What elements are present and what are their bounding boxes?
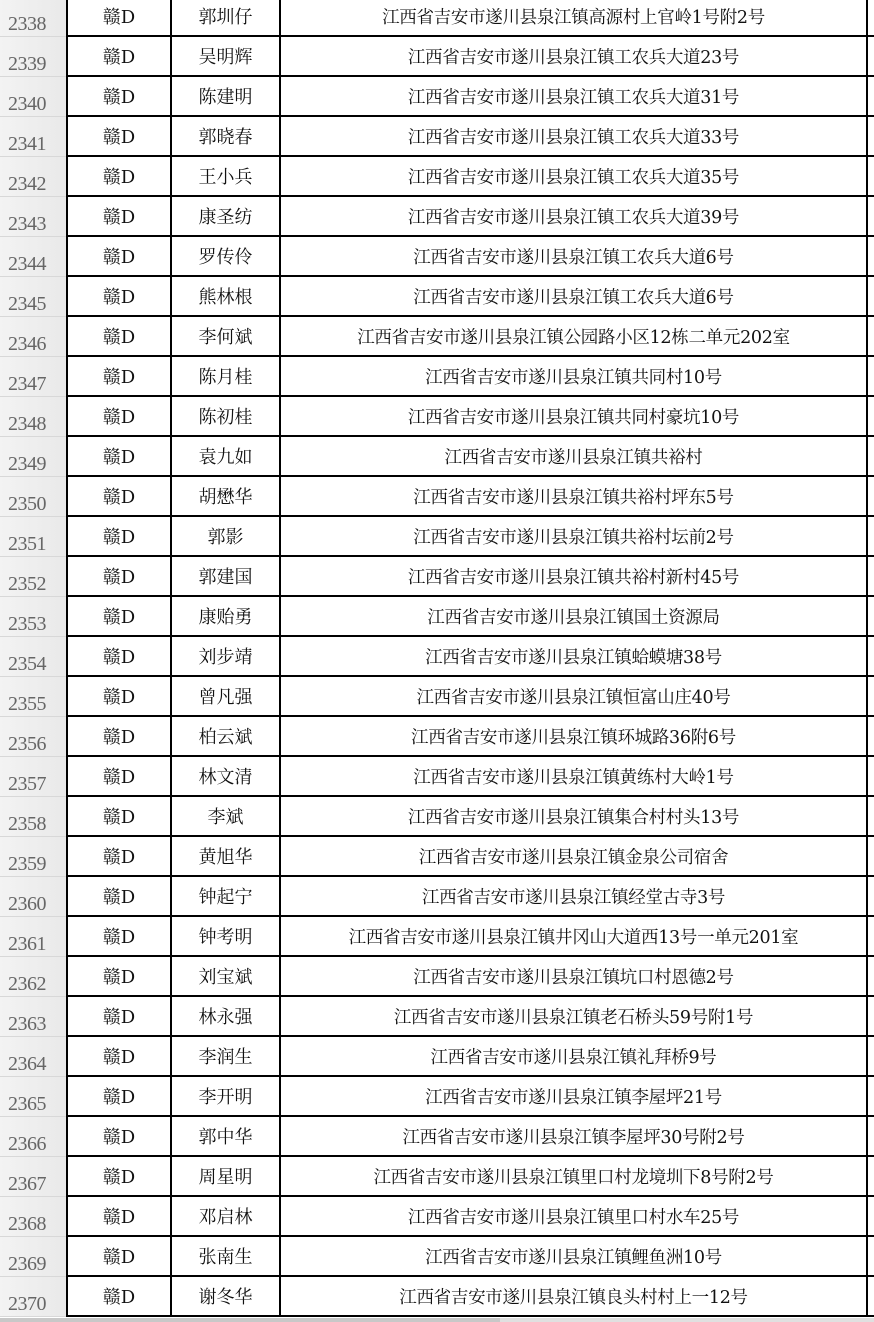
table-row xyxy=(0,477,874,517)
plate-prefix-cell[interactable]: 赣D xyxy=(66,0,172,37)
row-number-header[interactable]: 2366 xyxy=(0,1117,66,1157)
row-number-header[interactable]: 2347 xyxy=(0,357,66,397)
next-column-cell[interactable] xyxy=(868,0,874,37)
row-number-header[interactable]: 2354 xyxy=(0,637,66,677)
next-column-cell[interactable] xyxy=(868,1077,874,1117)
next-column-cell[interactable] xyxy=(868,237,874,277)
address-cell[interactable]: 江西省吉安市遂川县泉江镇工农兵大道39号 xyxy=(281,197,868,237)
name-cell[interactable]: 李斌 xyxy=(172,797,281,837)
scrollbar-thumb[interactable] xyxy=(0,1318,500,1322)
name-cell[interactable]: 袁九如 xyxy=(172,437,281,477)
address-cell[interactable]: 江西省吉安市遂川县泉江镇良头村村上一12号 xyxy=(281,1277,868,1317)
row-number-header[interactable]: 2356 xyxy=(0,717,66,757)
plate-prefix-cell[interactable]: 赣D xyxy=(66,1077,172,1117)
next-column-cell[interactable] xyxy=(868,77,874,117)
plate-prefix-cell[interactable]: 赣D xyxy=(66,357,172,397)
plate-prefix-cell[interactable]: 赣D xyxy=(66,37,172,77)
row-number-header[interactable]: 2350 xyxy=(0,477,66,517)
row-number-header[interactable]: 2364 xyxy=(0,1037,66,1077)
row-number-header[interactable]: 2341 xyxy=(0,117,66,157)
address-cell[interactable]: 江西省吉安市遂川县泉江镇鲤鱼洲10号 xyxy=(281,1237,868,1277)
table-row xyxy=(0,677,874,717)
name-cell[interactable]: 郭建国 xyxy=(172,557,281,597)
plate-prefix-cell[interactable]: 赣D xyxy=(66,277,172,317)
table-row xyxy=(0,437,874,477)
address-cell[interactable]: 江西省吉安市遂川县泉江镇工农兵大道31号 xyxy=(281,77,868,117)
address-cell[interactable]: 江西省吉安市遂川县泉江镇工农兵大道6号 xyxy=(281,277,868,317)
address-cell[interactable]: 江西省吉安市遂川县泉江镇工农兵大道33号 xyxy=(281,117,868,157)
plate-prefix-cell[interactable]: 赣D xyxy=(66,77,172,117)
address-cell[interactable]: 江西省吉安市遂川县泉江镇共裕村坪东5号 xyxy=(281,477,868,517)
address-cell[interactable]: 江西省吉安市遂川县泉江镇高源村上官岭1号附2号 xyxy=(281,0,868,37)
name-cell[interactable]: 郭中华 xyxy=(172,1117,281,1157)
table-row xyxy=(0,357,874,397)
row-number-header[interactable]: 2355 xyxy=(0,677,66,717)
plate-prefix-cell[interactable]: 赣D xyxy=(66,517,172,557)
plate-prefix-cell[interactable]: 赣D xyxy=(66,1037,172,1077)
table-row xyxy=(0,637,874,677)
address-cell[interactable]: 江西省吉安市遂川县泉江镇公园路小区12栋二单元202室 xyxy=(281,317,868,357)
address-cell[interactable]: 江西省吉安市遂川县泉江镇李屋坪30号附2号 xyxy=(281,1117,868,1157)
name-cell[interactable]: 李润生 xyxy=(172,1037,281,1077)
next-column-cell[interactable] xyxy=(868,797,874,837)
address-cell[interactable]: 江西省吉安市遂川县泉江镇里口村水车25号 xyxy=(281,1197,868,1237)
table-row xyxy=(0,117,874,157)
name-cell[interactable]: 陈月桂 xyxy=(172,357,281,397)
horizontal-scrollbar[interactable] xyxy=(0,1318,874,1322)
address-cell[interactable]: 江西省吉安市遂川县泉江镇井冈山大道西13号一单元201室 xyxy=(281,917,868,957)
address-cell[interactable]: 江西省吉安市遂川县泉江镇共裕村坛前2号 xyxy=(281,517,868,557)
address-cell[interactable]: 江西省吉安市遂川县泉江镇黄练村大岭1号 xyxy=(281,757,868,797)
name-cell[interactable]: 郭晓春 xyxy=(172,117,281,157)
row-number-header[interactable]: 2345 xyxy=(0,277,66,317)
next-column-cell[interactable] xyxy=(868,437,874,477)
name-cell[interactable]: 林永强 xyxy=(172,997,281,1037)
next-column-cell[interactable] xyxy=(868,637,874,677)
name-cell[interactable]: 王小兵 xyxy=(172,157,281,197)
next-column-cell[interactable] xyxy=(868,317,874,357)
name-cell[interactable]: 柏云斌 xyxy=(172,717,281,757)
plate-prefix-cell[interactable]: 赣D xyxy=(66,197,172,237)
address-cell[interactable]: 江西省吉安市遂川县泉江镇里口村龙境圳下8号附2号 xyxy=(281,1157,868,1197)
name-cell[interactable]: 周星明 xyxy=(172,1157,281,1197)
plate-prefix-cell[interactable]: 赣D xyxy=(66,437,172,477)
plate-prefix-cell[interactable]: 赣D xyxy=(66,1117,172,1157)
row-number-header[interactable]: 2362 xyxy=(0,957,66,997)
row-number-header[interactable]: 2363 xyxy=(0,997,66,1037)
name-cell[interactable]: 康圣纺 xyxy=(172,197,281,237)
address-cell[interactable]: 江西省吉安市遂川县泉江镇礼拜桥9号 xyxy=(281,1037,868,1077)
table-row xyxy=(0,517,874,557)
next-column-cell[interactable] xyxy=(868,477,874,517)
name-cell[interactable]: 林文清 xyxy=(172,757,281,797)
name-cell[interactable]: 郭影 xyxy=(172,517,281,557)
plate-prefix-cell[interactable]: 赣D xyxy=(66,157,172,197)
table-row xyxy=(0,1197,874,1237)
plate-prefix-cell[interactable]: 赣D xyxy=(66,1277,172,1317)
plate-prefix-cell[interactable]: 赣D xyxy=(66,677,172,717)
next-column-cell[interactable] xyxy=(868,1277,874,1317)
plate-prefix-cell[interactable]: 赣D xyxy=(66,477,172,517)
table-row xyxy=(0,1037,874,1077)
table-row xyxy=(0,597,874,637)
table-row xyxy=(0,77,874,117)
address-cell[interactable]: 江西省吉安市遂川县泉江镇共同村豪坑10号 xyxy=(281,397,868,437)
name-cell[interactable]: 李何斌 xyxy=(172,317,281,357)
next-column-cell[interactable] xyxy=(868,837,874,877)
name-cell[interactable]: 郭圳仔 xyxy=(172,0,281,37)
address-cell[interactable]: 江西省吉安市遂川县泉江镇李屋坪21号 xyxy=(281,1077,868,1117)
plate-prefix-cell[interactable]: 赣D xyxy=(66,317,172,357)
address-cell[interactable]: 江西省吉安市遂川县泉江镇经堂古寺3号 xyxy=(281,877,868,917)
name-cell[interactable]: 陈建明 xyxy=(172,77,281,117)
name-cell[interactable]: 黄旭华 xyxy=(172,837,281,877)
name-cell[interactable]: 张南生 xyxy=(172,1237,281,1277)
next-column-cell[interactable] xyxy=(868,597,874,637)
plate-prefix-cell[interactable]: 赣D xyxy=(66,117,172,157)
table-row xyxy=(0,1277,874,1317)
next-column-cell[interactable] xyxy=(868,1237,874,1277)
name-cell[interactable]: 熊林根 xyxy=(172,277,281,317)
plate-prefix-cell[interactable]: 赣D xyxy=(66,597,172,637)
next-column-cell[interactable] xyxy=(868,917,874,957)
table-row xyxy=(0,157,874,197)
name-cell[interactable]: 李开明 xyxy=(172,1077,281,1117)
table-row xyxy=(0,837,874,877)
next-column-cell[interactable] xyxy=(868,557,874,597)
row-number-header[interactable]: 2352 xyxy=(0,557,66,597)
row-number-header[interactable]: 2365 xyxy=(0,1077,66,1117)
next-column-cell[interactable] xyxy=(868,197,874,237)
next-column-cell[interactable] xyxy=(868,37,874,77)
name-cell[interactable]: 陈初桂 xyxy=(172,397,281,437)
table-row xyxy=(0,397,874,437)
row-number-header[interactable]: 2368 xyxy=(0,1197,66,1237)
table-row xyxy=(0,957,874,997)
address-cell[interactable]: 江西省吉安市遂川县泉江镇集合村村头13号 xyxy=(281,797,868,837)
plate-prefix-cell[interactable]: 赣D xyxy=(66,877,172,917)
table-row xyxy=(0,1117,874,1157)
table-row xyxy=(0,557,874,597)
row-number-header[interactable]: 2369 xyxy=(0,1237,66,1277)
address-cell[interactable]: 江西省吉安市遂川县泉江镇老石桥头59号附1号 xyxy=(281,997,868,1037)
row-number-header[interactable]: 2367 xyxy=(0,1157,66,1197)
row-number-header[interactable]: 2344 xyxy=(0,237,66,277)
next-column-cell[interactable] xyxy=(868,157,874,197)
table-row xyxy=(0,917,874,957)
row-number-header[interactable]: 2357 xyxy=(0,757,66,797)
table-row xyxy=(0,197,874,237)
plate-prefix-cell[interactable]: 赣D xyxy=(66,397,172,437)
next-column-cell[interactable] xyxy=(868,277,874,317)
name-cell[interactable]: 谢冬华 xyxy=(172,1277,281,1317)
next-column-cell[interactable] xyxy=(868,357,874,397)
next-column-cell[interactable] xyxy=(868,117,874,157)
name-cell[interactable]: 刘宝斌 xyxy=(172,957,281,997)
next-column-cell[interactable] xyxy=(868,957,874,997)
next-column-cell[interactable] xyxy=(868,1117,874,1157)
table-row xyxy=(0,0,874,37)
table-row xyxy=(0,237,874,277)
row-number-header[interactable]: 2370 xyxy=(0,1277,66,1317)
address-cell[interactable]: 江西省吉安市遂川县泉江镇共裕村新村45号 xyxy=(281,557,868,597)
row-number-header[interactable]: 2338 xyxy=(0,0,66,37)
next-column-cell[interactable] xyxy=(868,397,874,437)
plate-prefix-cell[interactable]: 赣D xyxy=(66,997,172,1037)
table-row xyxy=(0,717,874,757)
table-row xyxy=(0,797,874,837)
row-number-header[interactable]: 2358 xyxy=(0,797,66,837)
plate-prefix-cell[interactable]: 赣D xyxy=(66,837,172,877)
next-column-cell[interactable] xyxy=(868,717,874,757)
next-column-cell[interactable] xyxy=(868,877,874,917)
address-cell[interactable]: 江西省吉安市遂川县泉江镇工农兵大道6号 xyxy=(281,237,868,277)
address-cell[interactable]: 江西省吉安市遂川县泉江镇共裕村 xyxy=(281,437,868,477)
next-column-cell[interactable] xyxy=(868,517,874,557)
address-cell[interactable]: 江西省吉安市遂川县泉江镇恒富山庄40号 xyxy=(281,677,868,717)
name-cell[interactable]: 钟起宁 xyxy=(172,877,281,917)
plate-prefix-cell[interactable]: 赣D xyxy=(66,557,172,597)
address-cell[interactable]: 江西省吉安市遂川县泉江镇金泉公司宿舍 xyxy=(281,837,868,877)
plate-prefix-cell[interactable]: 赣D xyxy=(66,1237,172,1277)
row-number-header[interactable]: 2359 xyxy=(0,837,66,877)
plate-prefix-cell[interactable]: 赣D xyxy=(66,757,172,797)
address-cell[interactable]: 江西省吉安市遂川县泉江镇共同村10号 xyxy=(281,357,868,397)
table-row xyxy=(0,317,874,357)
table-row xyxy=(0,1077,874,1117)
table-row xyxy=(0,877,874,917)
address-cell[interactable]: 江西省吉安市遂川县泉江镇坑口村恩德2号 xyxy=(281,957,868,997)
plate-prefix-cell[interactable]: 赣D xyxy=(66,237,172,277)
row-number-header[interactable]: 2351 xyxy=(0,517,66,557)
plate-prefix-cell[interactable]: 赣D xyxy=(66,797,172,837)
plate-prefix-cell[interactable]: 赣D xyxy=(66,637,172,677)
table-row xyxy=(0,277,874,317)
row-number-header[interactable]: 2348 xyxy=(0,397,66,437)
row-number-header[interactable]: 2360 xyxy=(0,877,66,917)
address-cell[interactable]: 江西省吉安市遂川县泉江镇工农兵大道35号 xyxy=(281,157,868,197)
row-number-header[interactable]: 2340 xyxy=(0,77,66,117)
row-number-header[interactable]: 2339 xyxy=(0,37,66,77)
name-cell[interactable]: 钟考明 xyxy=(172,917,281,957)
address-cell[interactable]: 江西省吉安市遂川县泉江镇环城路36附6号 xyxy=(281,717,868,757)
table-row xyxy=(0,37,874,77)
next-column-cell[interactable] xyxy=(868,1157,874,1197)
plate-prefix-cell[interactable]: 赣D xyxy=(66,1197,172,1237)
plate-prefix-cell[interactable]: 赣D xyxy=(66,1157,172,1197)
row-number-header[interactable]: 2349 xyxy=(0,437,66,477)
name-cell[interactable]: 邓启林 xyxy=(172,1197,281,1237)
row-number-header[interactable]: 2343 xyxy=(0,197,66,237)
row-number-header[interactable]: 2361 xyxy=(0,917,66,957)
row-number-header[interactable]: 2342 xyxy=(0,157,66,197)
next-column-cell[interactable] xyxy=(868,757,874,797)
name-cell[interactable]: 曾凡强 xyxy=(172,677,281,717)
plate-prefix-cell[interactable]: 赣D xyxy=(66,917,172,957)
name-cell[interactable]: 康贻勇 xyxy=(172,597,281,637)
next-column-cell[interactable] xyxy=(868,677,874,717)
table-row xyxy=(0,1237,874,1277)
name-cell[interactable]: 吴明辉 xyxy=(172,37,281,77)
plate-prefix-cell[interactable]: 赣D xyxy=(66,717,172,757)
address-cell[interactable]: 江西省吉安市遂川县泉江镇蛤蟆塘38号 xyxy=(281,637,868,677)
plate-prefix-cell[interactable]: 赣D xyxy=(66,957,172,997)
address-cell[interactable]: 江西省吉安市遂川县泉江镇工农兵大道23号 xyxy=(281,37,868,77)
address-cell[interactable]: 江西省吉安市遂川县泉江镇国土资源局 xyxy=(281,597,868,637)
table-row xyxy=(0,757,874,797)
next-column-cell[interactable] xyxy=(868,997,874,1037)
name-cell[interactable]: 胡懋华 xyxy=(172,477,281,517)
row-number-header[interactable]: 2353 xyxy=(0,597,66,637)
next-column-cell[interactable] xyxy=(868,1197,874,1237)
table-row xyxy=(0,1157,874,1197)
name-cell[interactable]: 刘步靖 xyxy=(172,637,281,677)
name-cell[interactable]: 罗传伶 xyxy=(172,237,281,277)
next-column-cell[interactable] xyxy=(868,1037,874,1077)
table-row xyxy=(0,997,874,1037)
row-number-header[interactable]: 2346 xyxy=(0,317,66,357)
